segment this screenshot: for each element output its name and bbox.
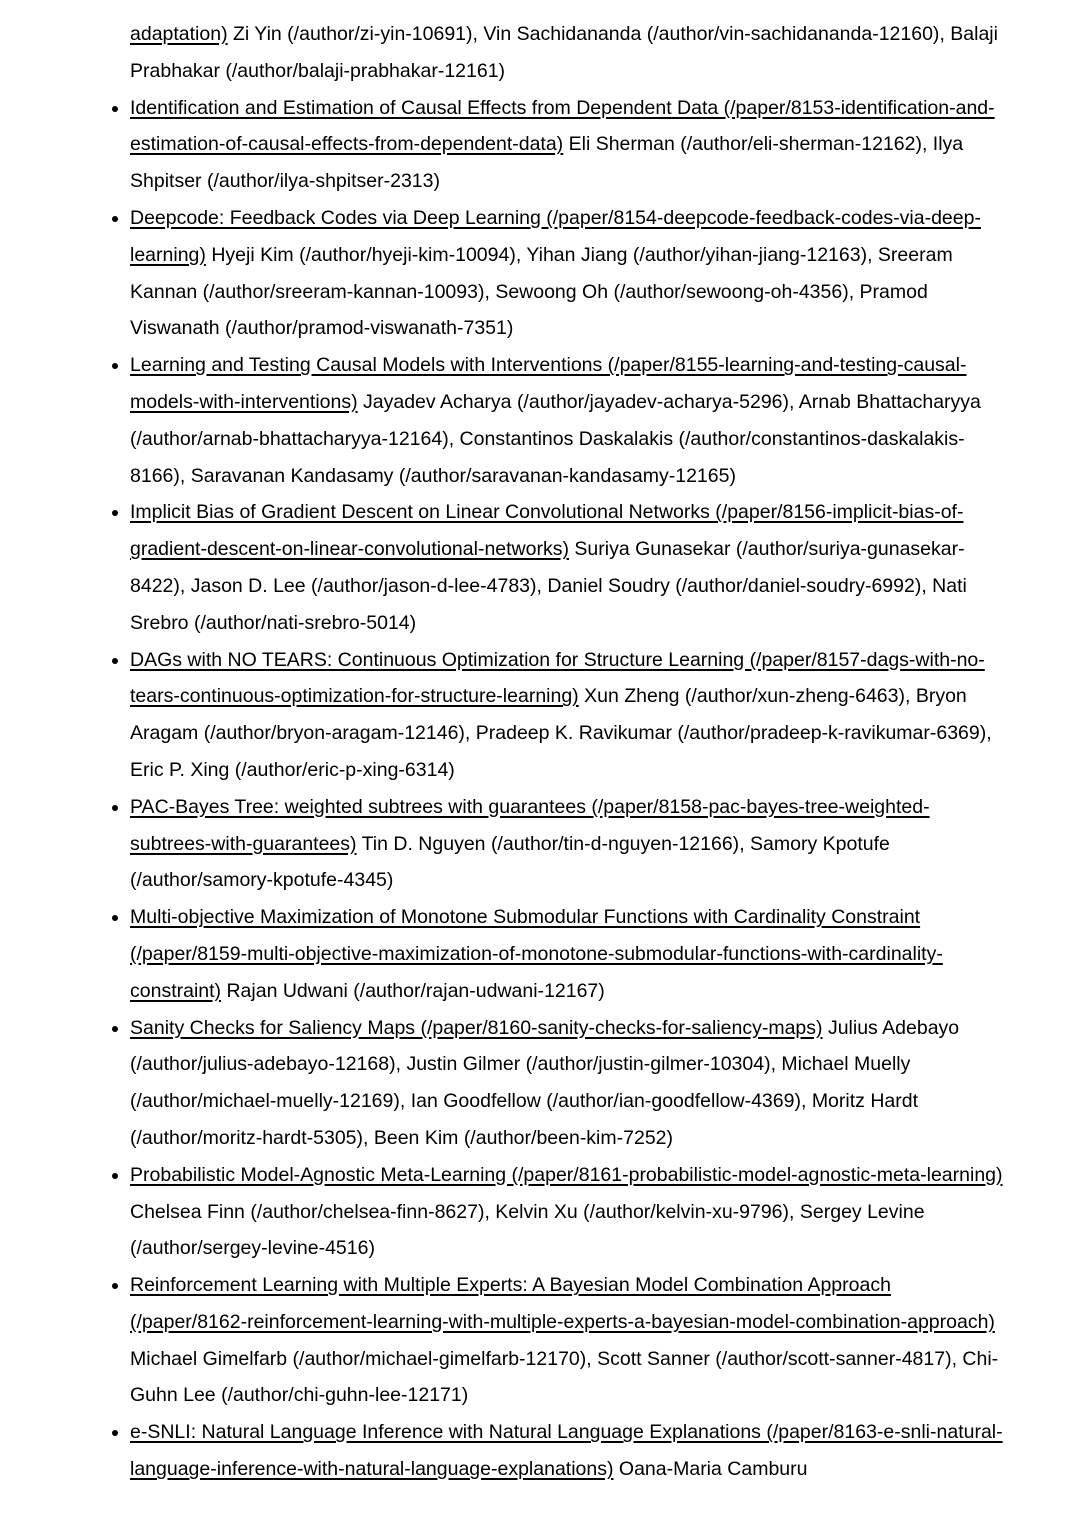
paper-list-item: • Reinforcement Learning with Multiple Experts: A Bayesian Model Combination Approach (/paper/8162-reinforcement-learning-with-multiple-experts-a-bayesian-model-combination-approach) Michael Gimelfarb (/author/michael-gimelfarb-12170), Scott Sanner (/author/scott-sanner-4817), Chi-Guhn Lee (/author/chi-guhn-lee-12171): [130, 1267, 1010, 1414]
author-link[interactable]: Pradeep K. Ravikumar (/author/pradeep-k-ravikumar-6369): [475, 722, 987, 745]
paper-link[interactable]: Reinforcement Learning with Multiple Experts: A Bayesian Model Combination Approach (/paper/8162-reinforcement-learning-with-multiple-experts-a-bayesian-model-combination-approach): [130, 1274, 995, 1333]
author-link[interactable]: Oana-Maria Camburu: [618, 1458, 808, 1481]
author-link[interactable]: Hyeji Kim (/author/hyeji-kim-10094): [211, 243, 516, 266]
author-link[interactable]: Ian Goodfellow (/author/ian-goodfellow-4369): [410, 1090, 801, 1113]
author-link[interactable]: Suriya Gunasekar (/author/suriya-gunasekar-8422): [130, 538, 965, 597]
paper-list-item: • Learning and Testing Causal Models with Interventions (/paper/8155-learning-and-testing-causal-models-with-interventions) Jayadev Acharya (/author/jayadev-acharya-5296), Arnab Bhattacharyya (/author/arnab-bhattacharyya-12164), Constantinos Daskalakis (/author/constantinos-daskalakis-8166), Saravanan Kandasamy (/author/saravanan-kandasamy-12165): [130, 347, 1010, 494]
author-link[interactable]: Chi-Guhn Lee (/author/chi-guhn-lee-12171): [130, 1347, 999, 1407]
paper-link[interactable]: Sanity Checks for Saliency Maps (/paper/8160-sanity-checks-for-saliency-maps): [130, 1016, 823, 1039]
paper-link[interactable]: adaptation): [130, 23, 228, 45]
author-link[interactable]: Vin Sachidananda (/author/vin-sachidananda-12160): [483, 23, 940, 45]
author-link[interactable]: Yihan Jiang (/author/yihan-jiang-12163): [526, 243, 868, 266]
author-link[interactable]: Eli Sherman (/author/eli-sherman-12162): [568, 133, 922, 156]
paper-link[interactable]: DAGs with NO TEARS: Continuous Optimization for Structure Learning (/paper/8157-dags-with-no-tears-continuous-optimization-for-structure-learning): [130, 648, 985, 708]
author-link[interactable]: Julius Adebayo (/author/julius-adebayo-12168): [130, 1016, 960, 1076]
author-link[interactable]: Michael Gimelfarb (/author/michael-gimelfarb-12170): [130, 1347, 587, 1370]
paper-list-item: • PAC-Bayes Tree: weighted subtrees with guarantees (/paper/8158-pac-bayes-tree-weighted-subtrees-with-guarantees) Tin D. Nguyen (/author/tin-d-nguyen-12166), Samory Kpotufe (/author/samory-kpotufe-4345): [130, 789, 1010, 899]
paper-list-item: [130, 899, 1010, 1009]
author-link[interactable]: Ilya Shpitser (/author/ilya-shpitser-2313): [130, 133, 964, 193]
author-link[interactable]: Sreeram Kannan (/author/sreeram-kannan-10093): [130, 243, 953, 303]
author-link[interactable]: Nati Srebro (/author/nati-srebro-5014): [130, 574, 967, 634]
author-link[interactable]: Tin D. Nguyen (/author/tin-d-nguyen-12166): [361, 832, 740, 855]
paper-list-item: • Implicit Bias of Gradient Descent on Linear Convolutional Networks (/paper/8156-implicit-bias-of-gradient-descent-on-linear-convolutional-networks) Suriya Gunasekar (/author/suriya-gunasekar-8422), Jason D. Lee (/author/jason-d-lee-4783), Daniel Soudry (/author/daniel-soudry-6992), Nati Srebro (/author/nati-srebro-5014): [130, 494, 1010, 641]
paper-link[interactable]: Learning and Testing Causal Models with Interventions (/paper/8155-learning-and-testing-causal-models-with-interventions): [130, 354, 967, 413]
author-link[interactable]: Pramod Viswanath (/author/pramod-viswanath-7351): [130, 280, 928, 340]
author-link[interactable]: Moritz Hardt (/author/moritz-hardt-5305): [130, 1090, 918, 1149]
paper-list-item: • Probabilistic Model-Agnostic Meta-Learning (/paper/8161-probabilistic-model-agnostic-meta-learning) Chelsea Finn (/author/chelsea-finn-8627), Kelvin Xu (/author/kelvin-xu-9796), Sergey Levine (/author/sergey-levine-4516): [130, 1157, 1010, 1267]
author-link[interactable]: Scott Sanner (/author/scott-sanner-4817): [597, 1347, 952, 1370]
paper-link[interactable]: Multi-objective Maximization of Monotone Submodular Functions with Cardinality Constraint (/paper/8159-multi-objective-maximization-of-monotone-submodular-functions-with-cardinality-constraint): [130, 906, 943, 1002]
paper-link[interactable]: Deepcode: Feedback Codes via Deep Learning (/paper/8154-deepcode-feedback-codes-via-deep-learning): [130, 206, 981, 266]
author-link[interactable]: Rajan Udwani (/author/rajan-udwani-12167): [226, 979, 605, 1002]
author-link[interactable]: Justin Gilmer (/author/justin-gilmer-10304): [406, 1053, 771, 1076]
author-link[interactable]: Jayadev Acharya (/author/jayadev-acharya-5296): [363, 390, 790, 413]
author-link[interactable]: Daniel Soudry (/author/daniel-soudry-6992): [547, 574, 922, 597]
author-link[interactable]: Balaji Prabhakar (/author/balaji-prabhakar-12161): [130, 23, 998, 82]
paper-link[interactable]: Implicit Bias of Gradient Descent on Linear Convolutional Networks (/paper/8156-implicit-bias-of-gradient-descent-on-linear-convolutional-networks): [130, 501, 964, 561]
author-link[interactable]: Samory Kpotufe (/author/samory-kpotufe-4345): [130, 832, 890, 892]
paper-link[interactable]: PAC-Bayes Tree: weighted subtrees with guarantees (/paper/8158-pac-bayes-tree-weighted-subtrees-with-guarantees): [130, 795, 930, 855]
author-link[interactable]: Xun Zheng (/author/xun-zheng-6463): [584, 685, 905, 708]
paper-list-item: • Deepcode: Feedback Codes via Deep Learning (/paper/8154-deepcode-feedback-codes-via-deep-learning) Hyeji Kim (/author/hyeji-kim-10094), Yihan Jiang (/author/yihan-jiang-12163), Sreeram Kannan (/author/sreeram-kannan-10093), Sewoong Oh (/author/sewoong-oh-4356), Pramod Viswanath (/author/pramod-viswanath-7351): [130, 200, 1010, 347]
author-link[interactable]: Sewoong Oh (/author/sewoong-oh-4356): [495, 280, 849, 303]
paper-list-item: • Identification and Estimation of Causal Effects from Dependent Data (/paper/8153-identification-and-estimation-of-causal-effects-from-dependent-data) Eli Sherman (/author/eli-sherman-12162), Ilya Shpitser (/author/ilya-shpitser-2313): [130, 90, 1010, 200]
author-link[interactable]: Saravanan Kandasamy (/author/saravanan-kandasamy-12165): [190, 464, 736, 487]
paper-list-item: • DAGs with NO TEARS: Continuous Optimization for Structure Learning (/paper/8157-dags-with-no-tears-continuous-optimization-for-structure-learning) Xun Zheng (/author/xun-zheng-6463), Bryon Aragam (/author/bryon-aragam-12146), Pradeep K. Ravikumar (/author/pradeep-k-ravikumar-6369), Eric P. Xing (/author/eric-p-xing-6314): [130, 642, 1010, 789]
author-link[interactable]: Arnab Bhattacharyya (/author/arnab-bhattacharyya-12164): [130, 390, 981, 450]
paper-list-item: • Sanity Checks for Saliency Maps (/paper/8160-sanity-checks-for-saliency-maps) Julius Adebayo (/author/julius-adebayo-12168), Justin Gilmer (/author/justin-gilmer-10304), Michael Muelly (/author/michael-muelly-12169), Ian Goodfellow (/author/ian-goodfellow-4369), Moritz Hardt (/author/moritz-hardt-5305), Been Kim (/author/been-kim-7252): [130, 1010, 1010, 1157]
paper-list-item: [130, 1414, 1010, 1488]
paper-link[interactable]: Identification and Estimation of Causal Effects from Dependent Data (/paper/8153-identification-and-estimation-of-causal-effects-from-dependent-data): [130, 96, 995, 156]
author-link[interactable]: Constantinos Daskalakis (/author/constantinos-daskalakis-8166): [130, 427, 965, 487]
paper-link[interactable]: Probabilistic Model-Agnostic Meta-Learning (/paper/8161-probabilistic-model-agnostic-meta-learning): [130, 1163, 1003, 1186]
author-link[interactable]: Sergey Levine (/author/sergey-levine-4516): [130, 1200, 925, 1260]
paper-link[interactable]: e-SNLI: Natural Language Inference with Natural Language Explanations (/paper/8163-e-snli-natural-language-inference-with-natural-language-explanations): [130, 1421, 1003, 1481]
author-link[interactable]: Michael Muelly (/author/michael-muelly-12169): [130, 1053, 911, 1113]
author-link[interactable]: Kelvin Xu (/author/kelvin-xu-9796): [495, 1200, 790, 1223]
author-link[interactable]: Eric P. Xing (/author/eric-p-xing-6314): [130, 758, 455, 781]
author-link[interactable]: Zi Yin (/author/zi-yin-10691): [233, 23, 473, 45]
paper-list-item: adaptation) Zi Yin (/author/zi-yin-10691), Vin Sachidananda (/author/vin-sachidananda-12160), Balaji Prabhakar (/author/balaji-prabhakar-12161): [130, 23, 998, 82]
author-link[interactable]: Jason D. Lee (/author/jason-d-lee-4783): [190, 574, 537, 597]
author-link[interactable]: Been Kim (/author/been-kim-7252): [373, 1126, 674, 1149]
author-link[interactable]: Bryon Aragam (/author/bryon-aragam-12146): [130, 685, 967, 745]
author-link[interactable]: Chelsea Finn (/author/chelsea-finn-8627): [130, 1200, 485, 1223]
